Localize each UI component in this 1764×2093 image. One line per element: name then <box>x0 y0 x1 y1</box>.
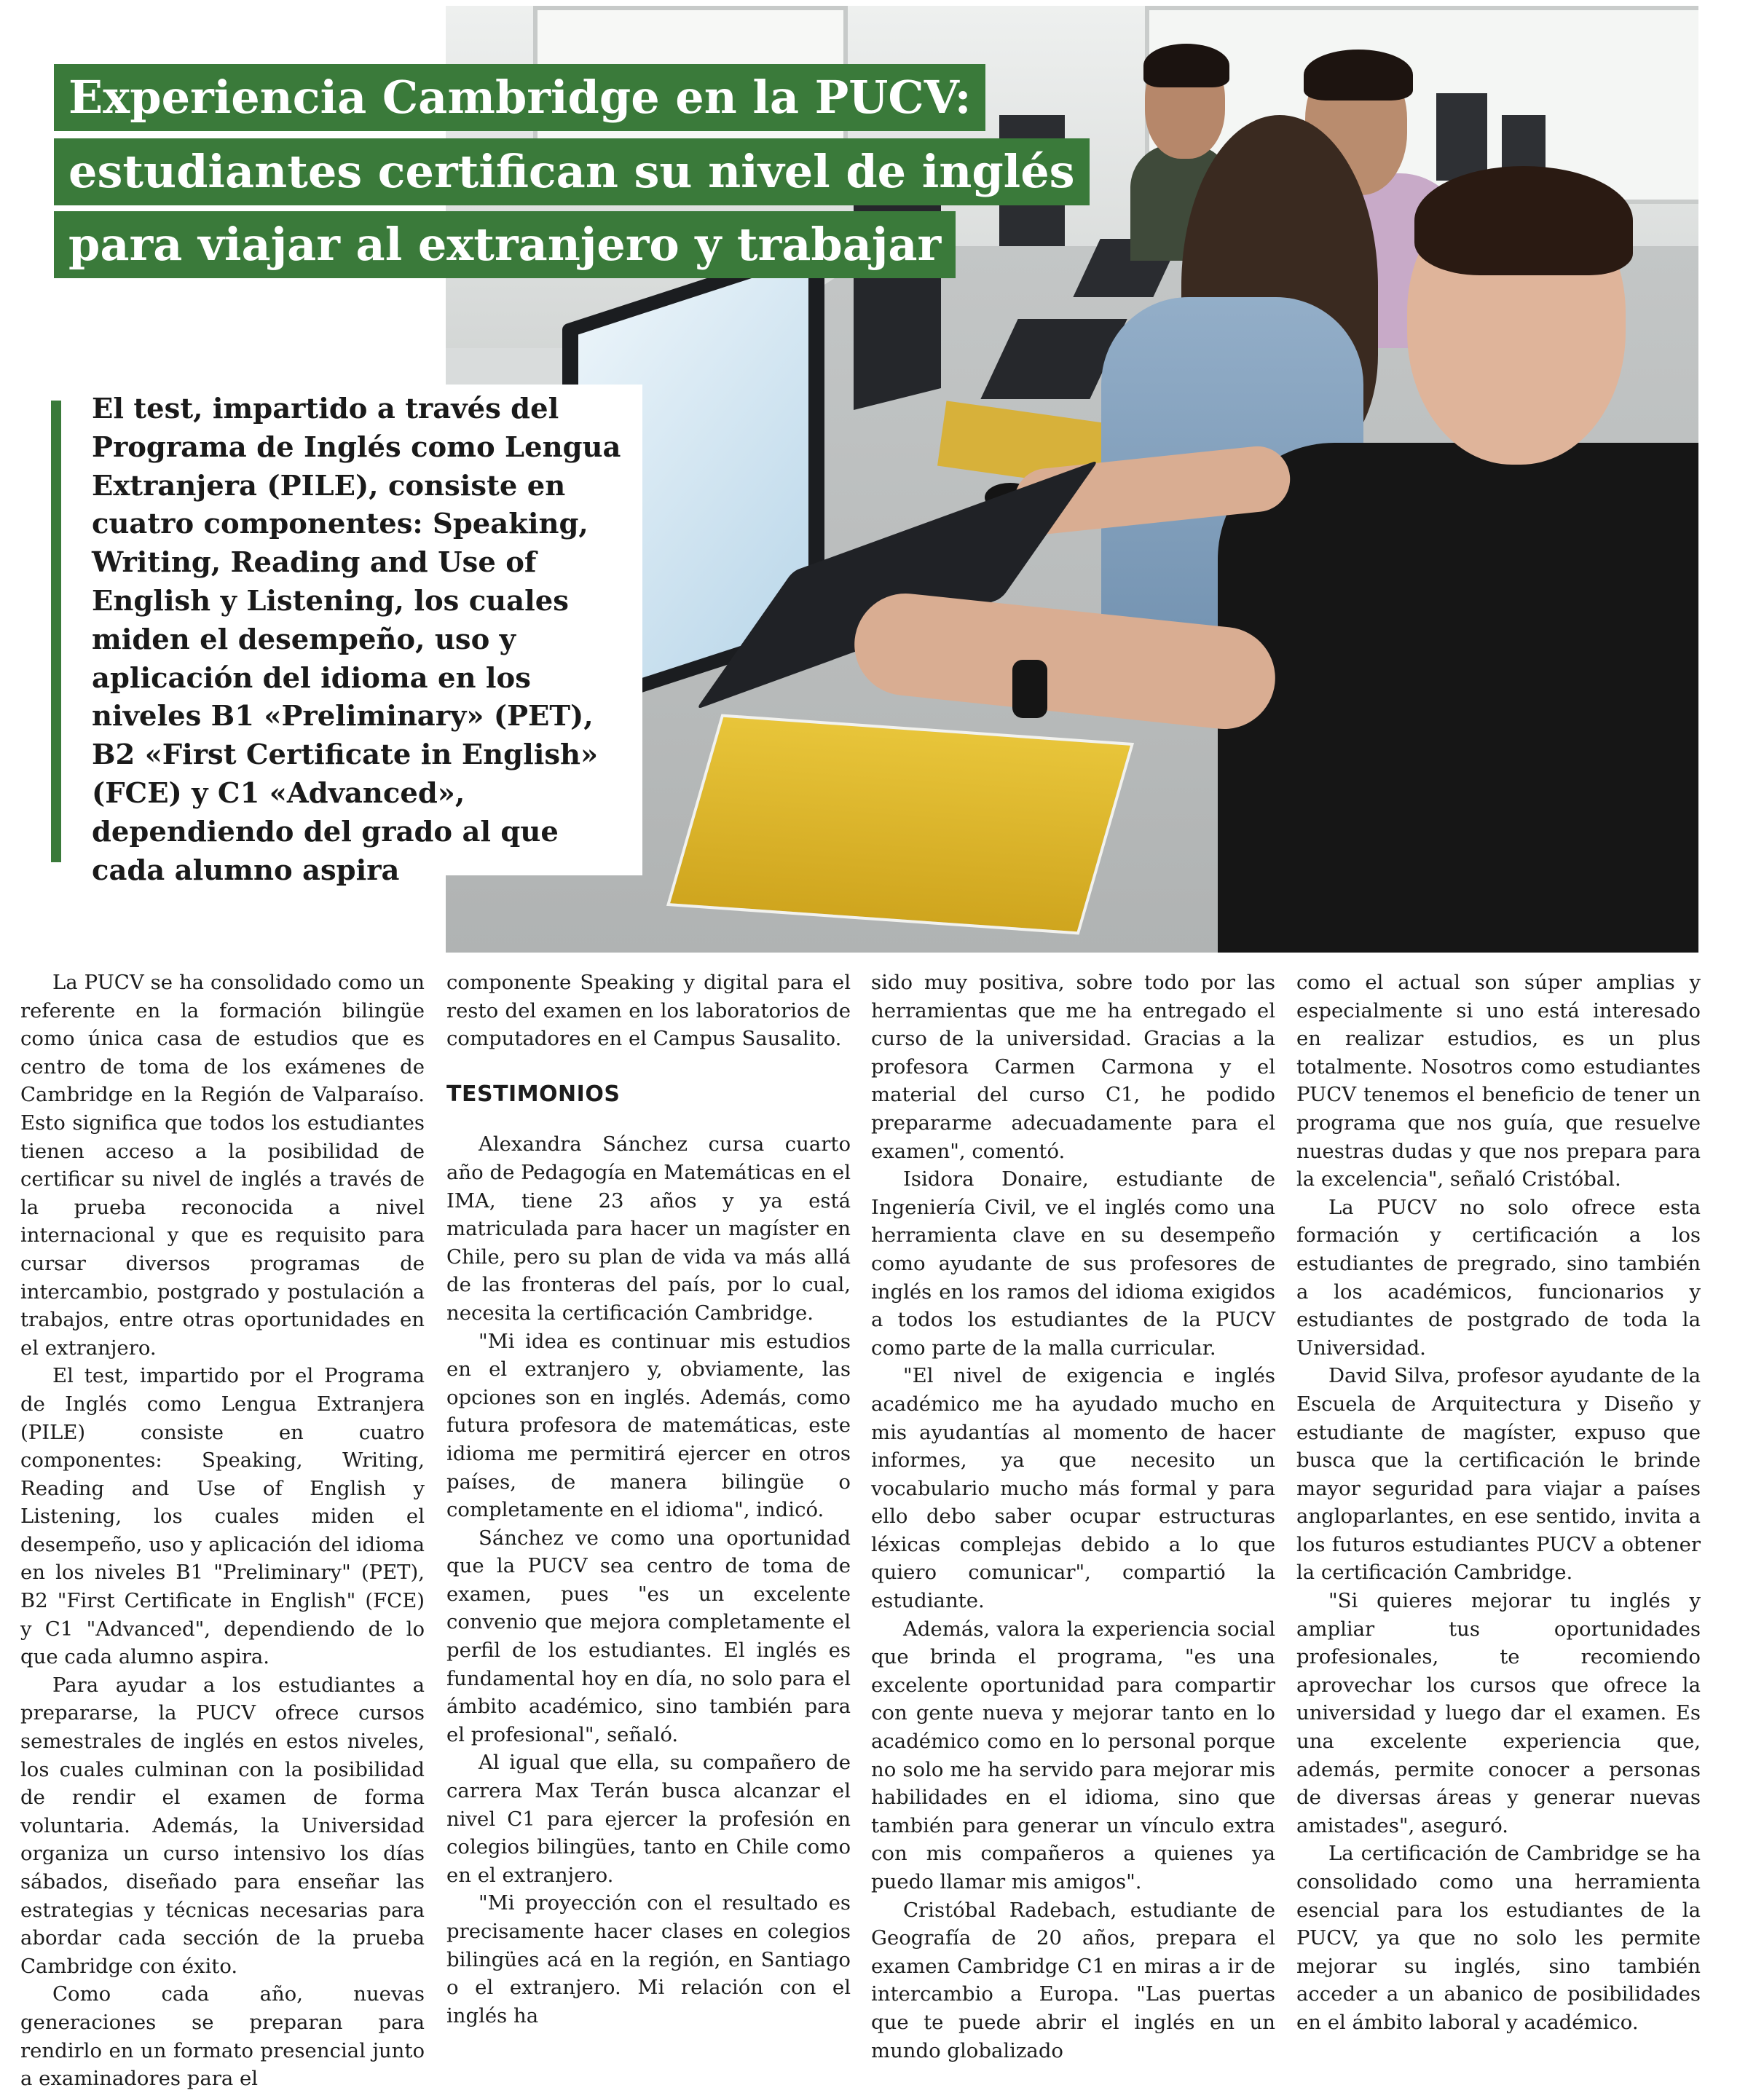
body-paragraph: Sánchez ve como una oportunidad que la PUCV sea centro de toma de examen, pues "es un excelente convenio que mejora completamente el perfil de los estudiantes. El inglés es fundamental hoy en día, no solo para el ámbito académico, sino también para el profesional", señaló. <box>446 1526 851 1746</box>
body-paragraph: La certificación de Cambridge se ha consolidado como una herramienta esencial para los estudiantes de la PUCV, ya que no solo les permite mejorar su inglés, sino también acceder a un abanico de posibilidades en el ámbito laboral y académico. <box>1296 1842 1701 2034</box>
body-paragraph: Cristóbal Radebach, estudiante de Geografía de 20 años, prepara el examen Cambridge C1 en miras a ir de intercambio a Europa. "Las puertas que te puede abrir el inglés en un mundo globalizado <box>871 1898 1275 2062</box>
photo-student-hair <box>1304 50 1413 100</box>
headline-line-2: estudiantes certifican su nivel de inglés <box>54 138 1090 205</box>
body-paragraph: "Mi proyección con el resultado es precisamente hacer clases en colegios bilingües acá en la región, en Santiago o el extranjero. Mi relación con el inglés ha <box>446 1891 851 2027</box>
body-paragraph: "Si quieres mejorar tu inglés y ampliar tus oportunidades profesionales, te recomiendo aprovechar los cursos que ofrece la universidad y luego dar el examen. Es una excelente experiencia que, además, permite conocer a personas de diversas áreas y generar nuevas amistades", aseguró. <box>1296 1589 1701 1837</box>
body-paragraph: Como cada año, nuevas generaciones se preparan para rendirlo en un formato presencial junto a examinadores para el <box>20 1982 425 2091</box>
body-paragraph: Alexandra Sánchez cursa cuarto año de Pedagogía en Matemáticas en el IMA, tiene 23 años y ya está matriculada para hacer un magíster en Chile, pero su plan de vida va más allá de las fronteras del país, por lo cual, necesita la certificación Cambridge. <box>446 1132 851 1325</box>
body-paragraph-continued: componente Speaking y digital para el resto del examen en los laboratorios de computadores en el Campus Sausalito. <box>446 971 851 1051</box>
lead-box <box>51 385 642 887</box>
headline-line-3: para viajar al extranjero y trabajar <box>54 211 956 278</box>
photo-monitor <box>854 170 941 410</box>
lead-accent-bar <box>51 401 61 862</box>
body-paragraph: "El nivel de exigencia e inglés académico me ha ayudado mucho en mis ayudantías al momento de hacer informes, ya que necesito un vocabulario mucho más formal y para ello debo saber ocupar estructuras léxicas complejas debido a lo que quiero comunicar", compartió la estudiante. <box>871 1364 1275 1613</box>
article-column-3 <box>871 969 1275 2062</box>
photo-student <box>1218 443 1698 953</box>
body-paragraph: El test, impartido por el Programa de Inglés como Lengua Extranjera (PILE) consiste en cuatro componentes: Speaking, Writing, Reading and Use of English y Listening, los cuales miden el desempeño, uso y aplicación del idioma en los niveles B1 "Preliminary" (PET), B2 "First Certificate in English" (FCE) y C1 "Advanced", dependiendo de lo que cada alumno aspira. <box>20 1364 425 1669</box>
article-column-4 <box>1296 969 1701 2039</box>
body-paragraph-continued: sido muy positiva, sobre todo por las herramientas que me ha entregado el curso de la universidad. Gracias a la profesora Carmen Carmona y el material del curso C1, he podido prepararme adecuadamente para el examen", comentó. <box>871 971 1275 1163</box>
photo-monitor <box>1436 93 1487 181</box>
body-paragraph-continued: como el actual son súper amplias y especialmente si uno está interesado en realizar estudios, es un plus totalmente. Nosotros como estudiantes PUCV tenemos el beneficio de tener un programa que nos guía, que resuelve nuestras dudas y que nos prepara para la excelencia", señaló Cristóbal. <box>1296 971 1701 1191</box>
article-column-2 <box>446 969 851 2039</box>
photo-student-hair <box>1143 44 1229 87</box>
photo-watch <box>1012 660 1047 718</box>
lead-paragraph: El test, impartido a través del Programa de Inglés como Lengua Extranjera (PILE), consiste en cuatro componentes: Speaking, Writing, Reading and Use of English y Listening, los cuales miden el desempeño, uso y aplicación del idioma en los niveles B1 «Preliminary» (PET), B2 «First Certificate in English» (FCE) y C1 «Advanced», dependiendo del grado al que cada alumno aspira <box>92 393 621 887</box>
article-column-1 <box>20 969 425 2091</box>
photo-student-hair <box>1414 166 1633 275</box>
body-paragraph: Al igual que ella, su compañero de carrera Max Terán busca alcanzar el nivel C1 para ejercer la profesión en colegios bilingües, tanto en Chile como en el extranjero. <box>446 1751 851 1887</box>
body-paragraph: Isidora Donaire, estudiante de Ingeniería Civil, ve el inglés como una herramienta clave en su desempeño como ayudante de sus profesores de inglés en los ramos del idioma exigidos a todos los estudiantes de la PUCV como parte de la malla curricular. <box>871 1167 1275 1360</box>
body-paragraph: David Silva, profesor ayudante de la Escuela de Arquitectura y Diseño y estudiante de magíster, expuso que busca que la certificación le brinde mayor seguridad para viajar a países angloparlantes, en ese sentido, invita a los futuros estudiantes PUCV a obtener la certificación Cambridge. <box>1296 1364 1701 1585</box>
body-paragraph: "Mi idea es continuar mis estudios en el extranjero y, obviamente, las opciones son en inglés. Además, como futura profesora de matemáticas, este idioma me permitirá ejercer en otros países, de manera bilingüe o completamente en el idioma", indicó. <box>446 1329 851 1522</box>
body-paragraph: La PUCV no solo ofrece esta formación y certificación a los estudiantes de pregrado, sino también a los académicos, funcionarios y estudiantes de postgrado de toda la Universidad. <box>1296 1195 1701 1360</box>
section-subhead: TESTIMONIOS <box>446 1081 621 1107</box>
body-paragraph: La PUCV se ha consolidado como un referente en la formación bilingüe como única casa de estudios que es centro de toma de los exámenes de Cambridge en la Región de Valparaíso. Esto significa que todos los estudiantes tienen acceso a la posibilidad de certificar su nivel de inglés a través de la prueba reconocida a nivel internacional y que es requisito para cursar diversos programas de intercambio, postgrado y postulación a trabajos, entre otras oportunidades en el extranjero. <box>20 971 425 1360</box>
body-paragraph: Para ayudar a los estudiantes a prepararse, la PUCV ofrece cursos semestrales de inglés en estos niveles, los cuales culminan con la posibilidad de rendir el examen de forma voluntaria. Además, la Universidad organiza un curso intensivo los días sábados, diseñado para enseñar las estrategias y técnicas necesarias para abordar cada sección de la prueba Cambridge con éxito. <box>20 1673 425 1978</box>
headline-line-1: Experiencia Cambridge en la PUCV: <box>54 64 985 131</box>
photo-book <box>666 714 1134 935</box>
body-paragraph: Además, valora la experiencia social que brinda el programa, "es una excelente oportunidad para compartir con gente nueva y mejorar tanto en lo académico como en lo personal porque no solo me ha servido para mejorar mis habilidades en el idioma, sino que también para generar un vínculo extra con mis compañeros a quienes ya puedo llamar mis amigos". <box>871 1617 1275 1893</box>
